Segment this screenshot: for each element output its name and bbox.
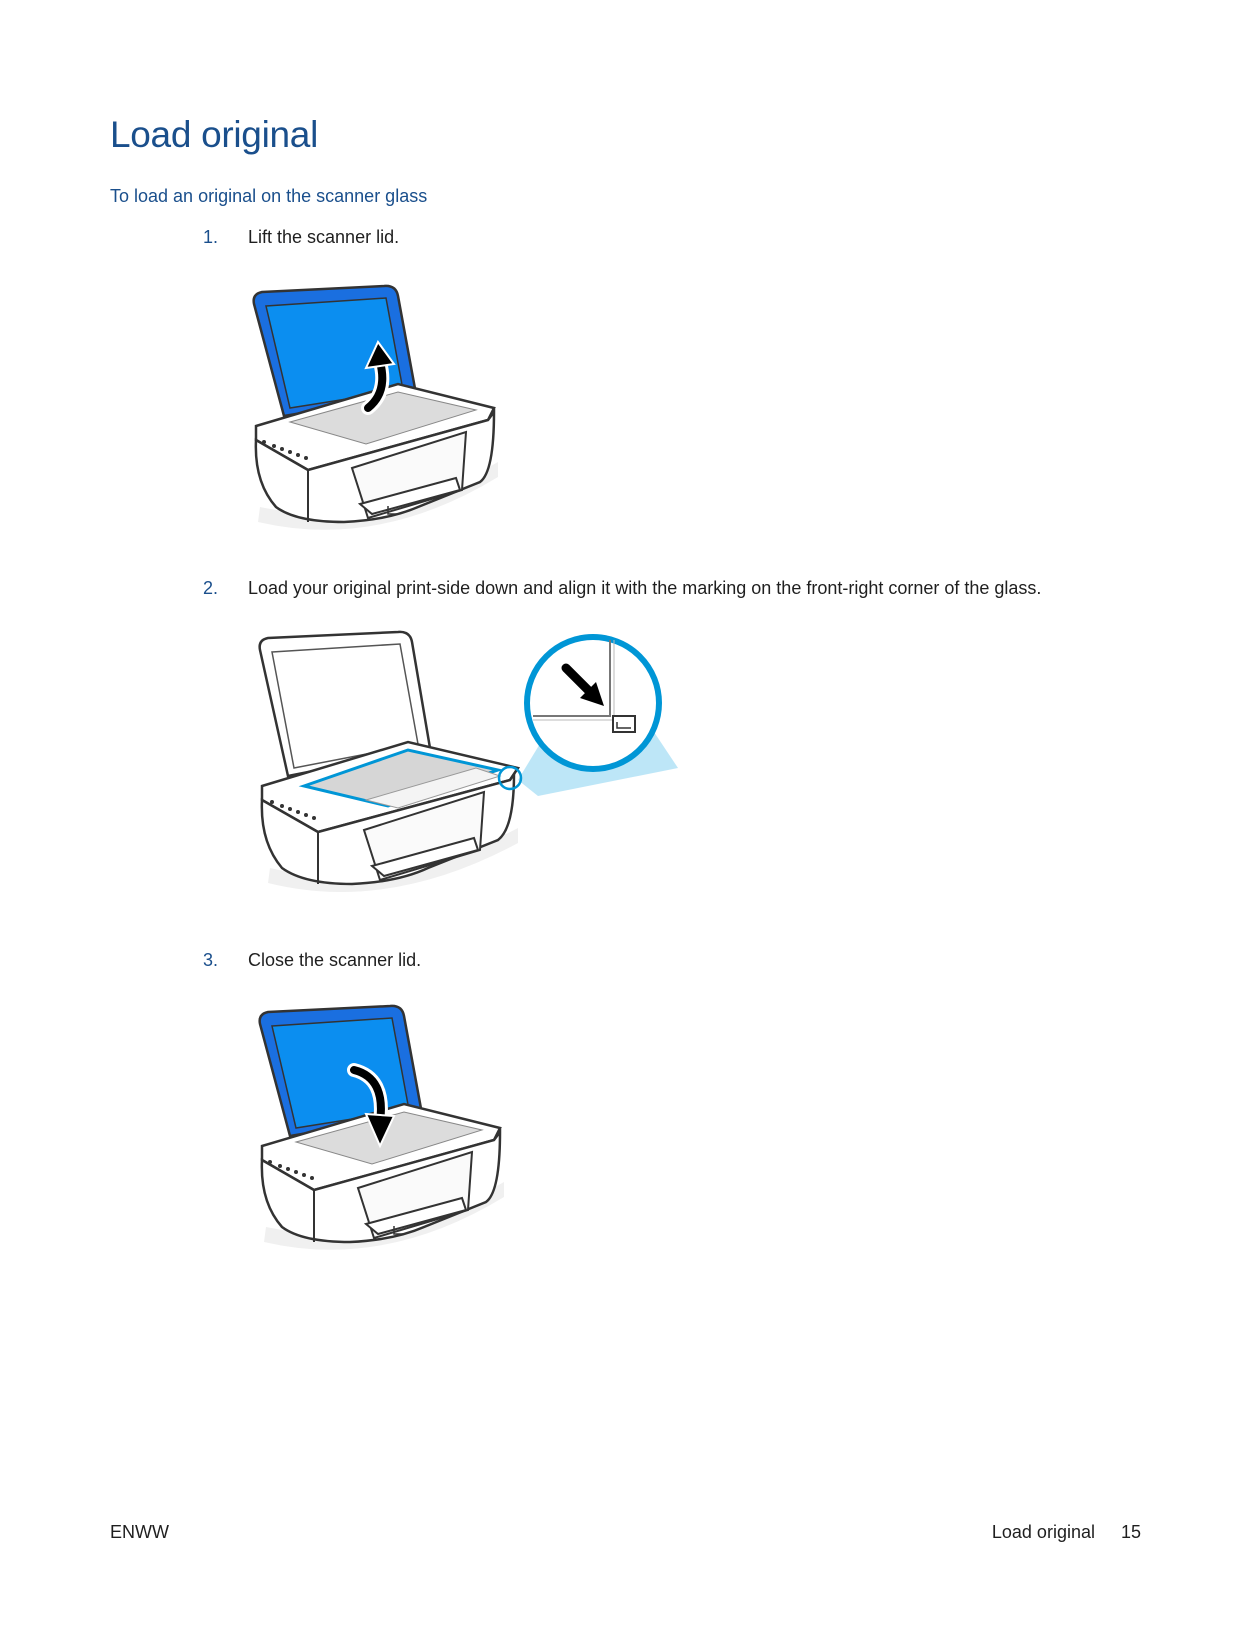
step-2-text: Load your original print-side down and align it with the marking on the front-right corner of the glass. — [248, 578, 1042, 598]
footer-doc-code: ENWW — [110, 1522, 169, 1542]
step-2-number: 2. — [203, 578, 219, 598]
step-3-text: Close the scanner lid. — [248, 950, 422, 970]
step-1-number: 1. — [203, 227, 219, 247]
page-title: Load original — [110, 114, 318, 155]
section-heading: To load an original on the scanner glass — [110, 186, 428, 206]
step-3-number: 3. — [203, 950, 219, 970]
printer-lid-close-illustration — [254, 1002, 524, 1270]
printer-load-original-illustration — [248, 628, 688, 913]
printer-lid-open-illustration — [248, 282, 518, 550]
footer-page-number: 15 — [1120, 1522, 1141, 1542]
footer-section-name: Load original — [991, 1522, 1095, 1542]
step-1-text: Lift the scanner lid. — [248, 227, 400, 247]
footer-page-info — [992, 1522, 1141, 1543]
corner-marking-magnifier — [527, 637, 659, 769]
